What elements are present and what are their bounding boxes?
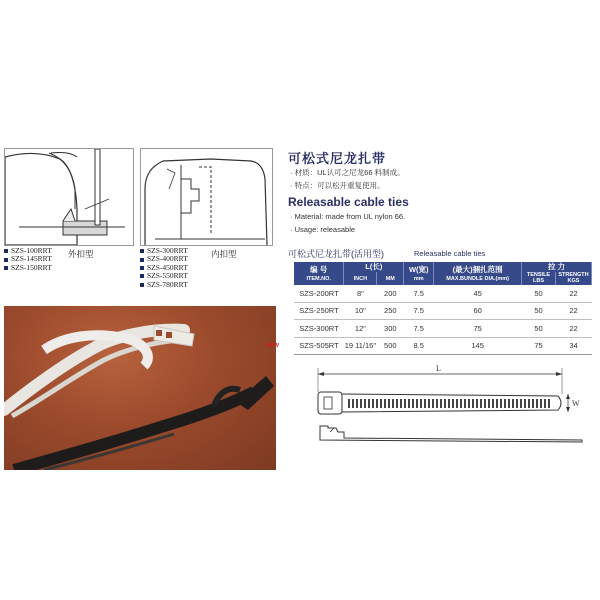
table-row <box>294 302 592 320</box>
tie-tooth <box>388 399 390 408</box>
tie-tooth <box>472 399 474 408</box>
tie-tooth <box>420 399 422 408</box>
cell-bundle: 145 <box>434 337 522 355</box>
tie-tooth <box>436 399 438 408</box>
tie-tooth <box>356 399 358 408</box>
tie-tooth <box>384 399 386 408</box>
tie-tooth <box>504 399 506 408</box>
header-length: L(长) <box>344 262 404 272</box>
cell-lbs: 50 <box>522 285 556 302</box>
tie-tooth <box>544 399 546 408</box>
inner-model-list <box>140 247 188 289</box>
header-bundle: (最大)捆扎范围 MAX.BUNDLE DIA.(mm) <box>434 262 522 285</box>
tie-tooth <box>524 399 526 408</box>
cable-tie-drawing <box>300 362 592 462</box>
tie-tooth <box>404 399 406 408</box>
cell-kgs: 22 <box>555 320 591 338</box>
table-caption-en: Releasable cable ties <box>414 249 486 258</box>
cell-mm: 200 <box>377 285 404 302</box>
bullet-en-material: · Material: made from UL nylon 66. <box>290 212 406 221</box>
tie-tooth <box>540 399 542 408</box>
cell-bundle: 45 <box>434 285 522 302</box>
bullet-cn-material: · 材质：UL认可之尼龙66 料制成。 <box>290 168 405 177</box>
cell-lbs: 75 <box>522 337 556 355</box>
tie-tooth <box>380 399 382 408</box>
cell-lbs: 50 <box>522 302 556 320</box>
tie-tooth <box>456 399 458 408</box>
tie-tooth <box>360 399 362 408</box>
cell-bundle: 60 <box>434 302 522 320</box>
product-photo <box>4 306 276 470</box>
tie-tooth <box>376 399 378 408</box>
tie-tooth <box>432 399 434 408</box>
tie-tooth <box>444 399 446 408</box>
tie-tooth <box>520 399 522 408</box>
list-item: SZS-550RRT <box>140 272 188 280</box>
new-badge: • NEW <box>264 343 279 349</box>
outer-model-list <box>4 247 52 272</box>
tie-tooth <box>412 399 414 408</box>
technical-drawing <box>300 362 592 462</box>
cell-item: SZS-200RT <box>294 285 344 302</box>
inner-clip-diagram <box>140 148 273 246</box>
tie-tooth <box>512 399 514 408</box>
tie-tooth <box>352 399 354 408</box>
cell-kgs: 22 <box>555 302 591 320</box>
cell-kgs: 34 <box>555 337 591 355</box>
header-mm: MM <box>377 272 404 285</box>
tie-tooth <box>516 399 518 408</box>
cell-bundle: 75 <box>434 320 522 338</box>
tie-tooth <box>348 399 350 408</box>
list-item: SZS-400RRT <box>140 255 188 263</box>
list-item: SZS-145RRT <box>4 255 52 263</box>
list-item: SZS-780RRT <box>140 281 188 289</box>
header-kgs: STRENGTH KGS <box>555 272 591 285</box>
outer-type-label: 外扣型 <box>68 249 94 259</box>
cell-kgs: 22 <box>555 285 591 302</box>
cell-item: SZS-300RT <box>294 320 344 338</box>
tie-tooth <box>460 399 462 408</box>
tie-tooth <box>448 399 450 408</box>
inner-clip-illustration <box>141 149 272 245</box>
header-item: 编 号 ITEM.NO. <box>294 262 344 285</box>
tie-teeth <box>348 399 550 408</box>
cell-width: 7.5 <box>404 320 434 338</box>
table-caption-cn: 可松式尼龙扎带(活用型) <box>288 249 384 259</box>
tie-tooth <box>400 399 402 408</box>
tie-tooth <box>548 399 550 408</box>
tie-tooth <box>484 399 486 408</box>
title-chinese: 可松式尼龙扎带 <box>288 151 387 166</box>
outer-clip-diagram <box>4 148 134 246</box>
tie-tooth <box>368 399 370 408</box>
list-item: SZS-150RRT <box>4 264 52 272</box>
cell-mm: 250 <box>377 302 404 320</box>
tie-tooth <box>392 399 394 408</box>
header-width: W(宽) mm <box>404 262 434 285</box>
bullet-en-usage: · Usage: releasable <box>290 225 356 234</box>
inner-type-label: 内扣型 <box>211 249 237 259</box>
cell-item: SZS-505RT <box>294 337 344 355</box>
list-item: SZS-100RRT <box>4 247 52 255</box>
table-header-row <box>294 262 592 272</box>
cell-inch: 12" <box>344 320 377 338</box>
tie-tooth <box>372 399 374 408</box>
tie-tooth <box>532 399 534 408</box>
tie-tooth <box>416 399 418 408</box>
cable-ties-photo <box>4 306 276 470</box>
tie-tooth <box>396 399 398 408</box>
cell-mm: 500 <box>377 337 404 355</box>
bullet-cn-feature: · 特点：可以松开重复使用。 <box>290 181 385 190</box>
tie-tooth <box>464 399 466 408</box>
length-label: L <box>436 364 441 373</box>
tie-tooth <box>424 399 426 408</box>
spec-table <box>294 262 592 355</box>
tie-tooth <box>480 399 482 408</box>
header-inch: INCH <box>344 272 377 285</box>
cell-width: 7.5 <box>404 302 434 320</box>
cell-width: 7.5 <box>404 285 434 302</box>
outer-clip-illustration <box>5 149 133 245</box>
tie-tooth <box>408 399 410 408</box>
tie-tooth <box>476 399 478 408</box>
tie-tooth <box>452 399 454 408</box>
tie-tooth <box>428 399 430 408</box>
cell-inch: 19 11/16" <box>344 337 377 355</box>
cell-inch: 10" <box>344 302 377 320</box>
table-row <box>294 337 592 355</box>
tie-tooth <box>536 399 538 408</box>
tie-tooth <box>500 399 502 408</box>
tie-tooth <box>364 399 366 408</box>
tie-tooth <box>488 399 490 408</box>
list-item: SZS-300RRT <box>140 247 188 255</box>
tie-tooth <box>496 399 498 408</box>
title-english: Releasable cable ties <box>288 195 409 209</box>
tie-tooth <box>492 399 494 408</box>
tie-tooth <box>528 399 530 408</box>
list-item: SZS-450RRT <box>140 264 188 272</box>
cell-mm: 300 <box>377 320 404 338</box>
tie-tooth <box>440 399 442 408</box>
table-row <box>294 320 592 338</box>
table-row <box>294 285 592 302</box>
tie-tooth <box>508 399 510 408</box>
tie-tooth <box>468 399 470 408</box>
cell-width: 8.5 <box>404 337 434 355</box>
cell-inch: 8" <box>344 285 377 302</box>
header-tensile: 拉 力 <box>522 262 592 272</box>
cell-item: SZS-250RT <box>294 302 344 320</box>
header-lbs: TENSILE LBS <box>522 272 556 285</box>
width-label: W <box>572 399 580 408</box>
cell-lbs: 50 <box>522 320 556 338</box>
